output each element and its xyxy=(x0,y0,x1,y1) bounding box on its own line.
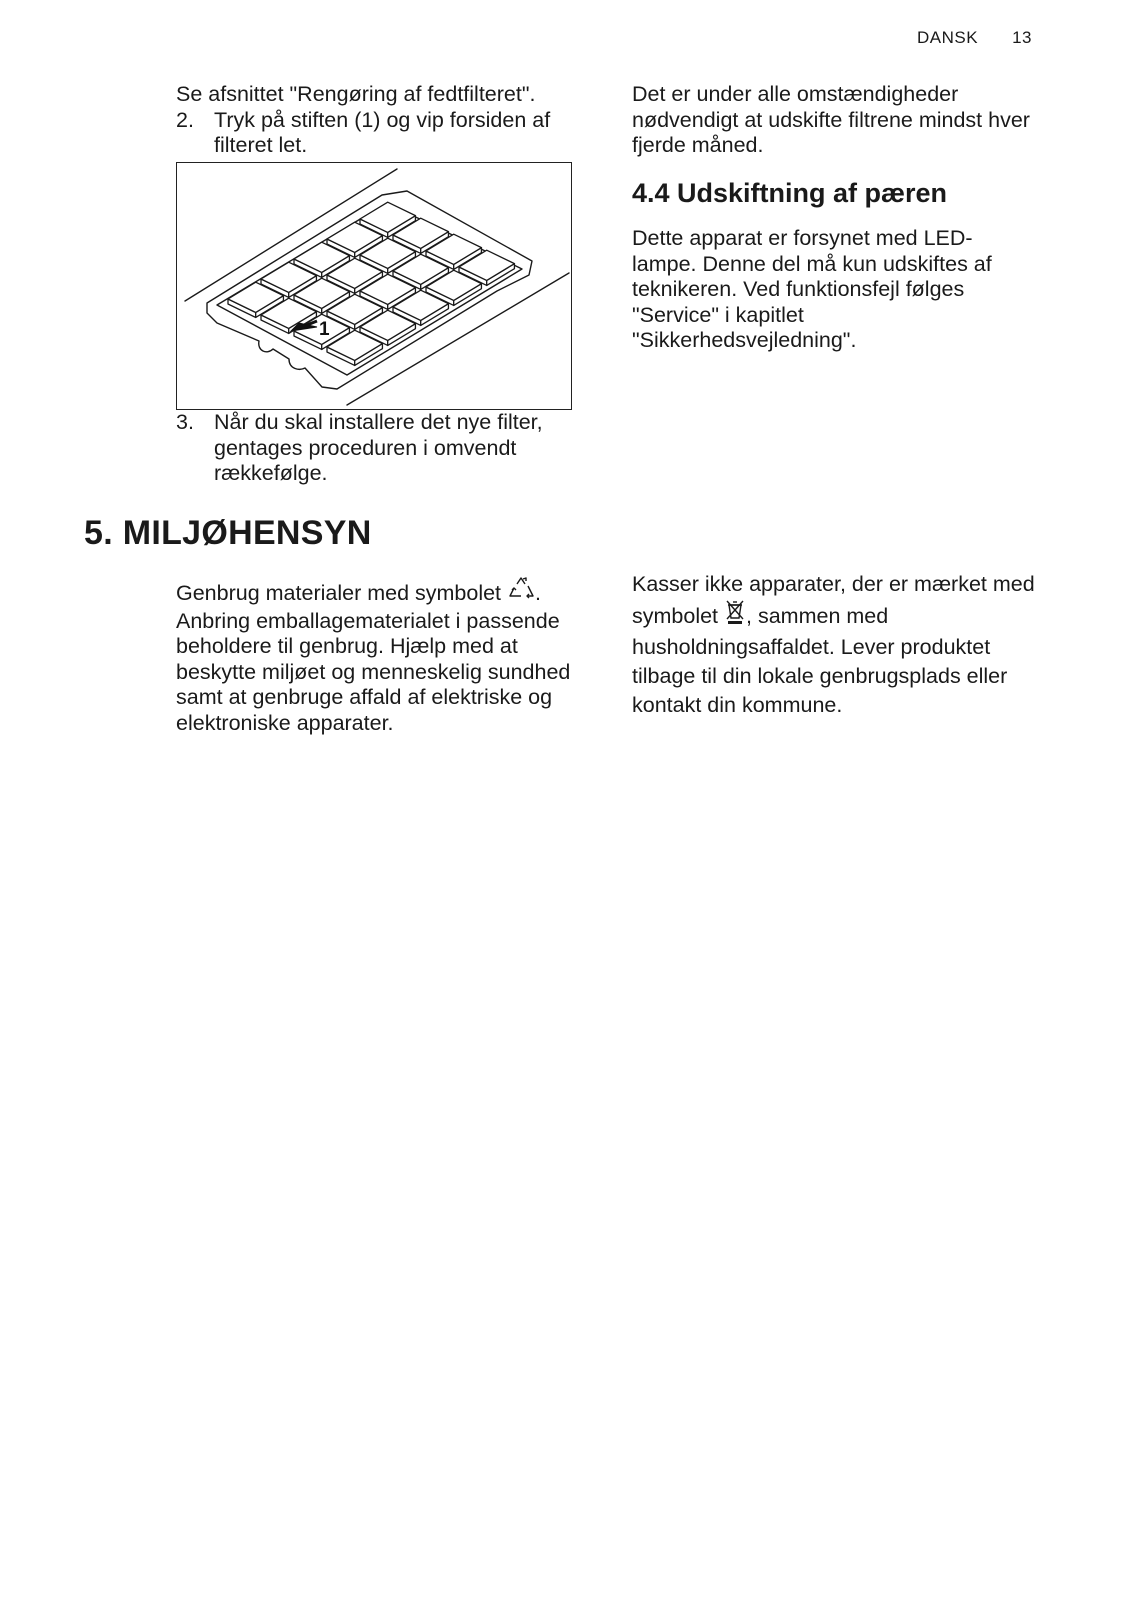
recycling-paragraph xyxy=(176,576,596,736)
step-3-text: Når du skal installere det nye filter, gentages proceduren i omvendt rækkefølge. xyxy=(214,410,543,485)
intro-text: Se afsnittet "Rengøring af fedtfilteret". xyxy=(176,82,536,106)
section-text: Dette apparat er forsynet med LED-lampe. Denne del må kun udskiftes af teknikeren. Ved funktionsfejl følges "Service" i kapitlet "Sikkerhedsvejledning". xyxy=(632,226,992,352)
left-step3-text xyxy=(176,410,596,487)
page-header xyxy=(917,28,1032,48)
filter-illustration xyxy=(176,162,572,410)
right-top-text xyxy=(632,82,1052,159)
crossed-bin-icon xyxy=(724,599,746,633)
section-4-4 xyxy=(632,178,1052,209)
step-2-text: Tryk på stiften (1) og vip forsiden af filteret let. xyxy=(214,107,551,157)
step-3 xyxy=(176,410,596,487)
recycling-text xyxy=(176,576,596,736)
step-2 xyxy=(176,108,596,159)
filter-replace-paragraph: Det er under alle omstændigheder nødvendigt at udskifte filtrene mindst hver fjerde måned. xyxy=(632,82,1030,157)
disposal-text xyxy=(632,570,1042,720)
disposal-text-end: , sammen med husholdningsaffaldet. Lever produktet tilbage til din lokale genbrugsplads eller kontakt din kommune. xyxy=(632,604,1008,717)
recycling-text-start: Genbrug materialer med symbolet xyxy=(176,581,502,605)
header-language: DANSK xyxy=(917,28,979,47)
disposal-paragraph xyxy=(632,570,1042,720)
page-number: 13 xyxy=(1012,28,1032,47)
recycling-text-end: . Anbring emballagematerialet i passende beholdere til genbrug. Hjælp med at beskytte miljøet og menneskelig sundhed samt at genbruge affald af elektriske og elektroniske apparater. xyxy=(176,581,571,735)
filter-drawing xyxy=(177,163,572,410)
recycle-icon xyxy=(507,576,535,609)
chapter-heading: 5. MILJØHENSYN xyxy=(84,514,372,552)
left-top-text xyxy=(176,82,596,159)
chapter-5 xyxy=(84,514,372,553)
step-2-number: 2. xyxy=(176,107,194,132)
section-4-4-body xyxy=(632,226,1032,354)
disposal-text-start: Kasser ikke apparater, der er mærket med symbolet xyxy=(632,572,1035,628)
step-3-number: 3. xyxy=(176,410,194,434)
section-heading: 4.4 Udskiftning af pæren xyxy=(632,178,948,208)
figure-callout-1: 1 xyxy=(319,319,330,340)
